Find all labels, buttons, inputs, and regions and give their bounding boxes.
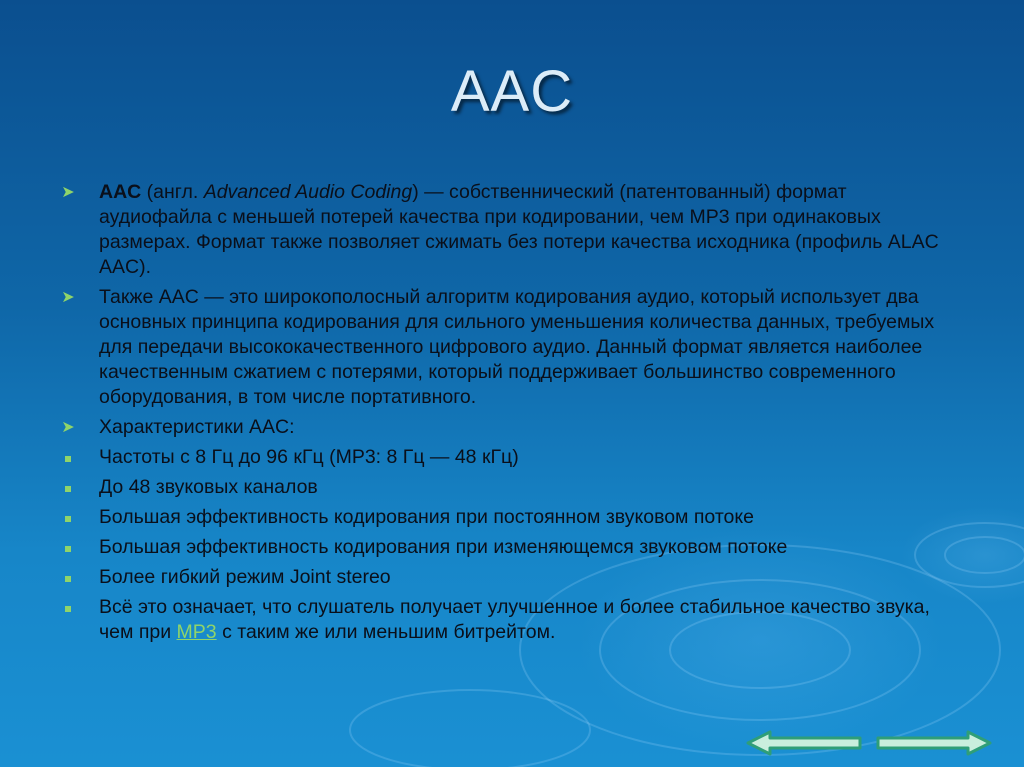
next-slide-button[interactable] (876, 730, 992, 756)
square-bullet-icon (58, 445, 78, 470)
list-item (58, 535, 958, 560)
feature-text: До 48 звуковых каналов (99, 476, 318, 498)
slide-title: AAC (450, 59, 574, 124)
paragraph-text: Характеристики AAC: (99, 416, 295, 438)
feature-text: Более гибкий режим Joint stereo (99, 566, 391, 588)
list-item (58, 285, 958, 410)
paragraph-text: Также AAC — это широкополосный алгоритм кодирования аудио, который использует два основных принципа кодирования для сильного уменьшения количества данных, требуемых для передачи высококачественного цифрового аудио. Данный формат является наиболее качественным сжатием с потерями, который поддерживает большинство современного оборудования, в том числе портативного. (99, 286, 935, 408)
arrow-left-icon (746, 730, 862, 756)
list-item (58, 475, 958, 500)
prev-slide-button[interactable] (746, 730, 862, 756)
paragraph-text: Всё это означает, что слушатель получает улучшенное и более стабильное качество звука, чем при MP3 с таким же или меньшим битрейтом. (99, 596, 930, 643)
chevron-right-icon: ➤ (61, 289, 75, 306)
square-bullet-icon (58, 475, 78, 500)
square-bullet-icon (58, 505, 78, 530)
square-bullet-icon (58, 535, 78, 560)
mp3-link[interactable]: MP3 (176, 621, 217, 643)
list-item (58, 445, 958, 470)
paragraph-text: AAC (англ. Advanced Audio Coding) — собственнический (патентованный) формат аудиофайла с меньшей потерей качества при кодировании, чем MP3 при одинаковых размерах. Формат также позволяет сжимать без потери качества исходника (профиль ALAC AAC). (99, 181, 939, 278)
feature-text: Большая эффективность кодирования при изменяющемся звуковом потоке (99, 536, 788, 558)
chevron-right-icon: ➤ (61, 419, 75, 436)
slide-body (58, 180, 958, 650)
list-item (58, 415, 958, 440)
arrow-right-icon (876, 730, 992, 756)
list-item (58, 595, 958, 645)
square-bullet-icon (58, 595, 78, 620)
list-item (58, 565, 958, 590)
list-item (58, 180, 958, 280)
chevron-right-icon: ➤ (61, 184, 75, 201)
feature-text: Частоты с 8 Гц до 96 кГц (MP3: 8 Гц — 48 кГц) (99, 446, 519, 468)
feature-text: Большая эффективность кодирования при постоянном звуковом потоке (99, 506, 755, 528)
square-bullet-icon (58, 565, 78, 590)
list-item (58, 505, 958, 530)
